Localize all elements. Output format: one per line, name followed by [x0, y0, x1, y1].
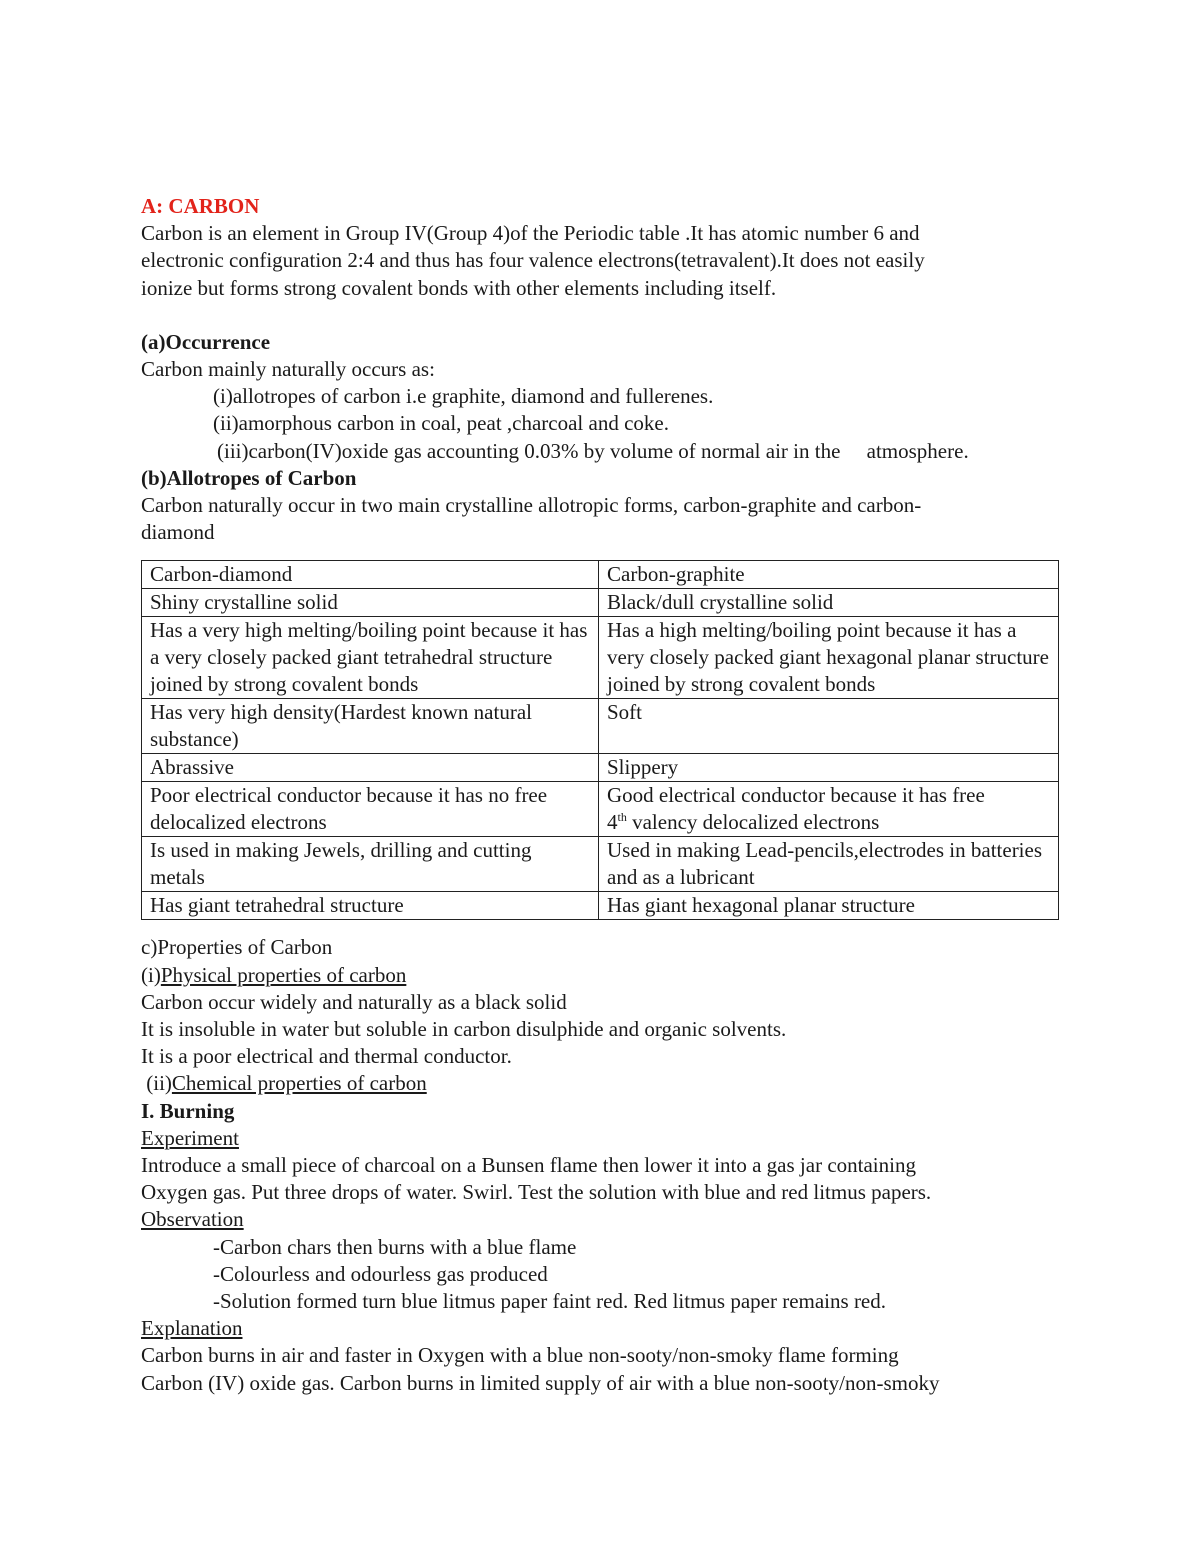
- table-row: [142, 561, 1059, 589]
- observation-item: -Colourless and odourless gas produced: [213, 1261, 548, 1286]
- allotrope-comparison-table: [141, 560, 1059, 920]
- table-row: [142, 892, 1059, 920]
- occurrence-item: (iii)carbon(IV)oxide gas accounting 0.03% by volume of normal air in the atmosphere.: [217, 438, 969, 463]
- experiment-line: Oxygen gas. Put three drops of water. Swirl. Test the solution with blue and red litmus papers.: [141, 1180, 932, 1205]
- table-cell: Shiny crystalline solid: [142, 589, 599, 617]
- table-cell: Has giant hexagonal planar structure: [599, 892, 1059, 920]
- intro-line: ionize but forms strong covalent bonds with other elements including itself.: [141, 275, 777, 300]
- physical-prefix: (i): [141, 962, 161, 987]
- chemical-prefix: (ii): [141, 1071, 172, 1096]
- burning-heading: I. Burning: [141, 1098, 235, 1123]
- table-cell: Slippery: [599, 754, 1059, 782]
- table-cell: Is used in making Jewels, drilling and cutting metals: [142, 837, 599, 892]
- explanation-label: Explanation: [141, 1316, 243, 1341]
- occurrence-item: (ii)amorphous carbon in coal, peat ,charcoal and coke.: [213, 411, 669, 436]
- table-cell: Has very high density(Hardest known natural substance): [142, 699, 599, 754]
- intro-line: Carbon is an element in Group IV(Group 4)of the Periodic table .It has atomic number 6 and: [141, 221, 920, 246]
- valency-number: 4: [607, 810, 618, 835]
- occurrence-heading: (a)Occurrence: [141, 329, 271, 354]
- chemical-properties-heading: [141, 1070, 1061, 1097]
- physical-property-line: It is a poor electrical and thermal conductor.: [141, 1044, 512, 1069]
- occurrence-item: (i)allotropes of carbon i.e graphite, diamond and fullerenes.: [213, 384, 714, 409]
- table-row: [142, 837, 1059, 892]
- observation-item: -Carbon chars then burns with a blue flame: [213, 1234, 577, 1259]
- physical-title: Physical properties of carbon: [160, 962, 407, 987]
- document-page: [141, 193, 1061, 1397]
- physical-property-line: It is insoluble in water but soluble in carbon disulphide and organic solvents.: [141, 1017, 787, 1042]
- table-row: [142, 754, 1059, 782]
- table-cell: Soft: [599, 699, 1059, 754]
- experiment-line: Introduce a small piece of charcoal on a Bunsen flame then lower it into a gas jar containing: [141, 1153, 916, 1178]
- table-cell: Has a very high melting/boiling point because it has a very closely packed giant tetrahedral structure joined by strong covalent bonds: [142, 617, 599, 699]
- table-cell: Carbon-graphite: [599, 561, 1059, 589]
- section-title: A: CARBON: [141, 194, 260, 218]
- allotropes-heading: (b)Allotropes of Carbon: [141, 465, 357, 490]
- allotropes-line: diamond: [141, 520, 215, 545]
- table-cell: Has giant tetrahedral structure: [142, 892, 599, 920]
- table-cell: Poor electrical conductor because it has no free delocalized electrons: [142, 782, 599, 837]
- observation-item: -Solution formed turn blue litmus paper faint red. Red litmus paper remains red.: [213, 1289, 887, 1314]
- table-row: [142, 617, 1059, 699]
- conductor-text: Good electrical conductor because it has free: [607, 783, 985, 808]
- explanation-line: Carbon (IV) oxide gas. Carbon burns in limited supply of air with a blue non-sooty/non-smoky: [141, 1370, 940, 1395]
- physical-properties-heading: [141, 962, 1061, 989]
- ordinal-suffix: th: [617, 810, 627, 825]
- table-cell: [599, 782, 1059, 837]
- table-row: [142, 782, 1059, 837]
- experiment-label: Experiment: [141, 1125, 239, 1150]
- table-cell: Used in making Lead-pencils,electrodes in batteries and as a lubricant: [599, 837, 1059, 892]
- table-row: [142, 589, 1059, 617]
- valency-text: valency delocalized electrons: [626, 810, 880, 835]
- spacer: [141, 302, 1061, 329]
- table-cell: Abrassive: [142, 754, 599, 782]
- properties-heading: c)Properties of Carbon: [141, 935, 333, 960]
- chemical-title: Chemical properties of carbon: [171, 1071, 427, 1096]
- occurrence-lead: Carbon mainly naturally occurs as:: [141, 357, 435, 382]
- explanation-line: Carbon burns in air and faster in Oxygen with a blue non-sooty/non-smoky flame forming: [141, 1343, 899, 1368]
- intro-line: electronic configuration 2:4 and thus has four valence electrons(tetravalent).It does not easily: [141, 248, 925, 273]
- table-row: [142, 699, 1059, 754]
- physical-property-line: Carbon occur widely and naturally as a black solid: [141, 989, 567, 1014]
- table-cell: Black/dull crystalline solid: [599, 589, 1059, 617]
- allotropes-line: Carbon naturally occur in two main crystalline allotropic forms, carbon-graphite and carbon-: [141, 493, 922, 518]
- table-cell: Has a high melting/boiling point because it has a very closely packed giant hexagonal planar structure joined by strong covalent bonds: [599, 617, 1059, 699]
- observation-label: Observation: [141, 1207, 244, 1232]
- table-cell: Carbon-diamond: [142, 561, 599, 589]
